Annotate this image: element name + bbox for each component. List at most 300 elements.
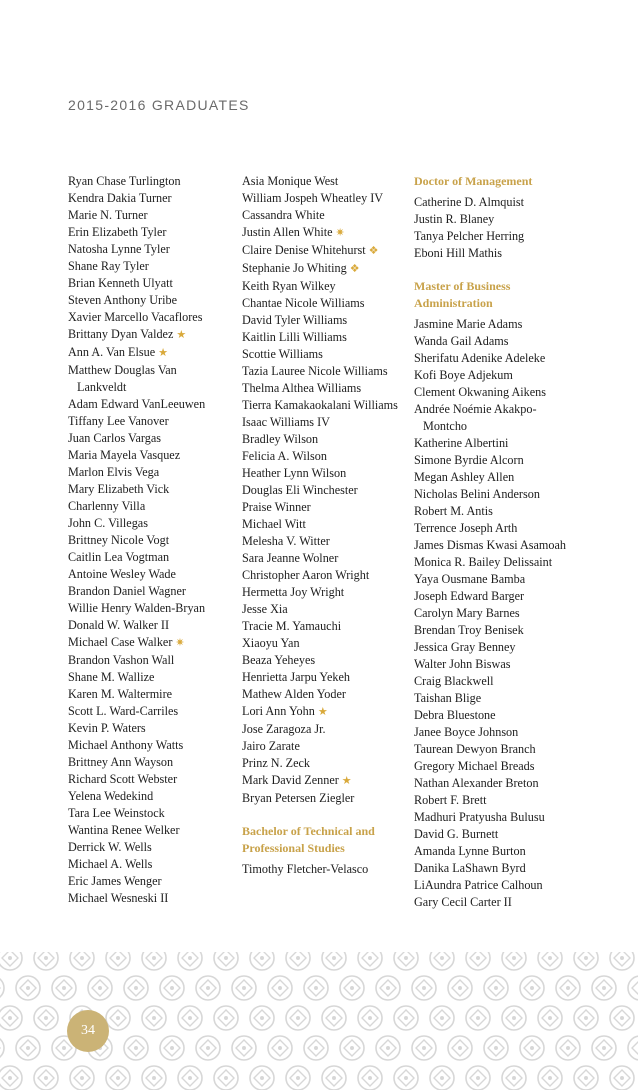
- graduate-name-text: Beaza Yeheyes: [242, 653, 316, 667]
- graduate-name-text: Marie N. Turner: [68, 208, 148, 222]
- pattern-motif: [628, 1036, 638, 1060]
- pattern-motif: [52, 976, 76, 1000]
- graduate-name-text: Montcho: [423, 419, 468, 433]
- pattern-motif: [574, 1066, 598, 1090]
- graduate-name: [414, 741, 584, 758]
- graduate-name: [414, 877, 584, 894]
- pattern-motif: [34, 1006, 58, 1030]
- graduate-name-text: Tara Lee Weinstock: [68, 806, 165, 820]
- graduate-name-text: Eric James Wenger: [68, 874, 162, 888]
- star-icon: [342, 775, 352, 787]
- graduate-name-text: Christopher Aaron Wright: [242, 568, 370, 582]
- pattern-motif: [304, 976, 328, 1000]
- pattern-motif: [430, 1066, 454, 1090]
- pattern-motif: [538, 1006, 562, 1030]
- graduate-name-text: Bryan Petersen Ziegler: [242, 791, 355, 805]
- graduate-name-text: Brian Kenneth Ulyatt: [68, 276, 173, 290]
- graduate-name: [414, 571, 584, 588]
- graduate-name: [414, 486, 584, 503]
- pattern-motif: [610, 1066, 634, 1090]
- pattern-motif: [124, 1036, 148, 1060]
- graduate-name: [242, 499, 412, 516]
- graduate-name-text: Scott L. Ward-Carriles: [68, 704, 179, 718]
- graduate-name-text: Mathew Alden Yoder: [242, 687, 346, 701]
- graduate-name-text: Shane Ray Tyler: [68, 259, 149, 273]
- graduate-name: [414, 367, 584, 384]
- graduate-name-text: Steven Anthony Uribe: [68, 293, 177, 307]
- graduate-name-text: Michael A. Wells: [68, 857, 153, 871]
- graduate-name: [414, 826, 584, 843]
- graduate-name-text: Michael Wesneski II: [68, 891, 169, 905]
- graduate-name: [414, 707, 584, 724]
- graduate-name-text: Praise Winner: [242, 500, 311, 514]
- graduate-name-text: Debra Bluestone: [414, 708, 496, 722]
- graduate-name: [68, 190, 240, 207]
- graduate-name-text: Xavier Marcello Vacaflores: [68, 310, 203, 324]
- pattern-motif: [106, 952, 130, 970]
- graduate-name: [414, 673, 584, 690]
- pattern-motif: [502, 952, 526, 970]
- graduate-name-text: Madhuri Pratyusha Bulusu: [414, 810, 545, 824]
- pattern-motif: [340, 1036, 364, 1060]
- pattern-motif: [502, 1006, 526, 1030]
- graduate-name: [68, 241, 240, 258]
- graduate-name-text: Jessica Gray Benney: [414, 640, 516, 654]
- graduate-name: [242, 224, 412, 242]
- graduate-name-text: Kaitlin Lilli Williams: [242, 330, 347, 344]
- pattern-motif: [142, 952, 166, 970]
- graduate-name-text: Monica R. Bailey Delissaint: [414, 555, 553, 569]
- pattern-motif: [34, 952, 58, 970]
- graduate-name: [242, 618, 412, 635]
- degree-heading: Bachelor of Technical and: [242, 824, 375, 838]
- pattern-motif: [160, 976, 184, 1000]
- graduate-name: [68, 652, 240, 669]
- graduate-name-text: Erin Elizabeth Tyler: [68, 225, 167, 239]
- graduate-name: [68, 600, 240, 617]
- star-icon: [176, 329, 186, 341]
- graduate-column-2: [242, 173, 412, 878]
- graduate-name-text: Douglas Eli Winchester: [242, 483, 358, 497]
- graduate-name: [68, 686, 240, 703]
- graduate-name-text: Brandon Daniel Wagner: [68, 584, 186, 598]
- graduate-name-text: Michael Case Walker: [68, 635, 173, 649]
- graduate-name: [68, 549, 240, 566]
- graduate-name-text: Wantina Renee Welker: [68, 823, 180, 837]
- graduate-name-text: David Tyler Williams: [242, 313, 348, 327]
- graduate-name-text: Taurean Dewyon Branch: [414, 742, 536, 756]
- graduate-name-text: Natosha Lynne Tyler: [68, 242, 170, 256]
- pattern-motif: [160, 1036, 184, 1060]
- graduate-name: [414, 622, 584, 639]
- graduate-name-text: Andrée Noémie Akakpo-: [414, 402, 537, 416]
- pattern-motif: [520, 976, 544, 1000]
- graduate-name-text: Nathan Alexander Breton: [414, 776, 539, 790]
- graduate-name: [414, 724, 584, 741]
- graduate-name: [414, 452, 584, 469]
- graduate-name: [242, 601, 412, 618]
- graduate-name: [242, 397, 412, 414]
- pattern-motif: [448, 976, 472, 1000]
- graduate-name-text: Bradley Wilson: [242, 432, 319, 446]
- pattern-motif: [322, 1006, 346, 1030]
- graduate-name: [242, 567, 412, 584]
- graduate-name-text: Brandon Vashon Wall: [68, 653, 175, 667]
- graduate-name: [414, 316, 584, 333]
- graduate-name: [242, 312, 412, 329]
- pattern-motif: [538, 952, 562, 970]
- pattern-motif: [394, 1006, 418, 1030]
- graduate-name-text: Tanya Pelcher Herring: [414, 229, 525, 243]
- graduate-name: [68, 430, 240, 447]
- graduate-name-text: Caitlin Lea Vogtman: [68, 550, 170, 564]
- graduate-name-text: Karen M. Waltermire: [68, 687, 173, 701]
- graduate-name: [68, 771, 240, 788]
- graduate-name: [68, 805, 240, 822]
- pattern-motif: [394, 952, 418, 970]
- pattern-motif: [0, 1036, 4, 1060]
- graduate-name: [242, 414, 412, 431]
- graduate-name: [414, 792, 584, 809]
- graduate-name-text: Mary Elizabeth Vick: [68, 482, 170, 496]
- pattern-motif: [520, 1036, 544, 1060]
- pattern-motif: [142, 1006, 166, 1030]
- pattern-motif: [268, 1036, 292, 1060]
- graduate-name: [68, 275, 240, 292]
- pattern-motif: [106, 1066, 130, 1090]
- graduate-name: [414, 245, 584, 262]
- graduate-name-text: Cassandra White: [242, 208, 325, 222]
- block-spacer: [414, 262, 584, 278]
- graduate-name: [68, 856, 240, 873]
- pattern-motif: [196, 976, 220, 1000]
- graduate-name: [414, 775, 584, 792]
- graduate-name-text: Marlon Elvis Vega: [68, 465, 160, 479]
- graduate-name: [414, 860, 584, 877]
- graduate-name: [414, 350, 584, 367]
- pattern-motif: [412, 976, 436, 1000]
- graduate-name: [68, 873, 240, 890]
- graduate-name: [242, 861, 412, 878]
- graduate-name-text: Thelma Althea Williams: [242, 381, 362, 395]
- graduate-name: [242, 584, 412, 601]
- star-icon: [158, 347, 168, 359]
- graduate-name-text: Richard Scott Webster: [68, 772, 178, 786]
- graduate-name-text: Brittney Nicole Vogt: [68, 533, 170, 547]
- pattern-motif: [0, 976, 4, 1000]
- graduate-name: [242, 772, 412, 790]
- pattern-motif: [556, 1036, 580, 1060]
- graduate-name: [68, 362, 240, 379]
- graduate-name-text: Xiaoyu Yan: [242, 636, 300, 650]
- graduate-name-text: Willie Henry Walden-Bryan: [68, 601, 206, 615]
- graduate-name-continuation: [68, 379, 240, 396]
- graduate-name-text: Danika LaShawn Byrd: [414, 861, 526, 875]
- asterisk-icon: [175, 637, 184, 649]
- graduate-name: [242, 652, 412, 669]
- pattern-motif: [178, 952, 202, 970]
- diamond-icon: [369, 245, 379, 257]
- pattern-motif: [70, 1066, 94, 1090]
- pattern-motif: [0, 952, 22, 970]
- graduate-name-text: Kendra Dakia Turner: [68, 191, 172, 205]
- graduate-name: [242, 516, 412, 533]
- graduate-name-text: Keith Ryan Wilkey: [242, 279, 336, 293]
- graduate-name-text: Adam Edward VanLeeuwen: [68, 397, 206, 411]
- graduate-name: [242, 738, 412, 755]
- graduate-name-text: Antoine Wesley Wade: [68, 567, 176, 581]
- graduate-name-text: Gary Cecil Carter II: [414, 895, 512, 909]
- degree-heading: Administration: [414, 296, 493, 310]
- page-number-badge: [67, 1010, 109, 1052]
- page-number: 34: [81, 1023, 95, 1038]
- graduate-name: [414, 554, 584, 571]
- graduate-name-text: Jairo Zarate: [242, 739, 300, 753]
- graduate-name: [68, 583, 240, 600]
- pattern-motif: [610, 952, 634, 970]
- graduate-name: [68, 498, 240, 515]
- graduate-name-text: Joseph Edward Barger: [414, 589, 525, 603]
- graduate-name: [242, 380, 412, 397]
- pattern-motif: [448, 1036, 472, 1060]
- pattern-motif: [214, 1066, 238, 1090]
- graduate-name-text: Walter John Biswas: [414, 657, 511, 671]
- graduate-name: [68, 326, 240, 344]
- graduate-name: [242, 790, 412, 807]
- graduate-name: [68, 566, 240, 583]
- graduate-name: [68, 344, 240, 362]
- diamond-icon: [350, 263, 360, 275]
- graduate-name: [68, 754, 240, 771]
- graduate-name: [414, 194, 584, 211]
- graduate-name-text: Juan Carlos Vargas: [68, 431, 161, 445]
- graduate-name: [68, 839, 240, 856]
- graduate-name: [68, 258, 240, 275]
- graduate-name-text: Stephanie Jo Whiting: [242, 261, 347, 275]
- graduate-name-text: Megan Ashley Allen: [414, 470, 515, 484]
- graduate-name: [242, 448, 412, 465]
- pattern-motif: [34, 1066, 58, 1090]
- graduate-name-text: Michael Witt: [242, 517, 306, 531]
- degree-heading: Professional Studies: [242, 841, 345, 855]
- graduate-name: [414, 503, 584, 520]
- graduate-name-text: Terrence Joseph Arth: [414, 521, 518, 535]
- graduate-name-text: Heather Lynn Wilson: [242, 466, 347, 480]
- graduate-name-text: Mark David Zenner: [242, 773, 339, 787]
- pattern-motif: [286, 952, 310, 970]
- graduate-name: [68, 515, 240, 532]
- graduate-name: [68, 617, 240, 634]
- pattern-motif: [412, 1036, 436, 1060]
- pattern-motif: [106, 1006, 130, 1030]
- pattern-motif: [394, 1066, 418, 1090]
- graduate-name-text: Prinz N. Zeck: [242, 756, 311, 770]
- graduate-name-text: Brittney Ann Wayson: [68, 755, 174, 769]
- pattern-motif: [502, 1066, 526, 1090]
- graduate-name-text: Matthew Douglas Van: [68, 363, 177, 377]
- graduate-name: [242, 363, 412, 380]
- graduate-name: [242, 207, 412, 224]
- graduate-name-text: David G. Burnett: [414, 827, 499, 841]
- graduate-name-text: Yaya Ousmane Bamba: [414, 572, 526, 586]
- asterisk-icon: [336, 227, 345, 239]
- graduate-name-text: Amanda Lynne Burton: [414, 844, 526, 858]
- pattern-motif: [286, 1006, 310, 1030]
- graduate-name-text: Sherifatu Adenike Adeleke: [414, 351, 546, 365]
- graduate-name: [242, 260, 412, 278]
- graduate-name: [68, 447, 240, 464]
- pattern-motif: [286, 1066, 310, 1090]
- graduate-name-text: Kofi Boye Adjekum: [414, 368, 513, 382]
- graduate-name-text: Felicia A. Wilson: [242, 449, 327, 463]
- graduate-name-text: Maria Mayela Vasquez: [68, 448, 181, 462]
- graduate-name: [68, 703, 240, 720]
- graduate-name: [242, 550, 412, 567]
- graduate-name-text: Charlenny Villa: [68, 499, 146, 513]
- graduate-name-text: Tierra Kamakaokalani Williams: [242, 398, 398, 412]
- pattern-motif: [16, 1036, 40, 1060]
- graduate-name: [242, 482, 412, 499]
- graduate-name-text: Derrick W. Wells: [68, 840, 152, 854]
- graduate-name-text: Janee Boyce Johnson: [414, 725, 519, 739]
- pattern-motif: [466, 952, 490, 970]
- graduate-name: [414, 758, 584, 775]
- graduate-name-text: Hermetta Joy Wright: [242, 585, 345, 599]
- pattern-motif: [16, 976, 40, 1000]
- graduate-name: [68, 737, 240, 754]
- graduate-name: [68, 890, 240, 907]
- graduate-name-text: Robert M. Antis: [414, 504, 493, 518]
- graduate-name-text: John C. Villegas: [68, 516, 148, 530]
- pattern-motif: [196, 1036, 220, 1060]
- pattern-motif: [250, 1066, 274, 1090]
- pattern-motif: [178, 1006, 202, 1030]
- pattern-motif: [232, 1036, 256, 1060]
- graduate-name: [242, 329, 412, 346]
- graduate-name-text: Lori Ann Yohn: [242, 704, 315, 718]
- pattern-motif: [178, 1066, 202, 1090]
- graduate-name-text: Simone Byrdie Alcorn: [414, 453, 524, 467]
- graduate-name: [242, 346, 412, 363]
- section-title: 2015-2016 GRADUATES: [68, 97, 250, 113]
- graduate-name-text: Henrietta Jarpu Yekeh: [242, 670, 350, 684]
- graduate-name-text: James Dismas Kwasi Asamoah: [414, 538, 566, 552]
- graduate-name-text: Sara Jeanne Wolner: [242, 551, 339, 565]
- graduate-name-text: Ann A. Van Elsue: [68, 345, 156, 359]
- graduate-name-text: Chantae Nicole Williams: [242, 296, 365, 310]
- graduate-name: [242, 635, 412, 652]
- graduate-name-text: Asia Monique West: [242, 174, 339, 188]
- graduate-name: [68, 481, 240, 498]
- graduate-name-text: Brendan Troy Benisek: [414, 623, 524, 637]
- graduate-name: [414, 656, 584, 673]
- pattern-motif: [376, 1036, 400, 1060]
- graduate-name-text: Melesha V. Witter: [242, 534, 330, 548]
- pattern-motif: [340, 976, 364, 1000]
- pattern-motif: [304, 1036, 328, 1060]
- pattern-motif: [376, 976, 400, 1000]
- graduate-name-text: Jose Zaragoza Jr.: [242, 722, 326, 736]
- pattern-motif: [0, 1066, 22, 1090]
- graduate-name: [242, 242, 412, 260]
- graduate-name: [414, 639, 584, 656]
- degree-heading: Doctor of Management: [414, 174, 533, 188]
- graduate-name: [68, 292, 240, 309]
- graduate-name-text: Jasmine Marie Adams: [414, 317, 523, 331]
- graduate-name: [414, 605, 584, 622]
- graduate-name: [68, 464, 240, 481]
- graduate-name-text: Isaac Williams IV: [242, 415, 330, 429]
- graduate-name-text: Timothy Fletcher-Velasco: [242, 862, 369, 876]
- graduate-column-3: [414, 173, 584, 911]
- graduate-name-text: LiAundra Patrice Calhoun: [414, 878, 543, 892]
- star-icon: [318, 706, 328, 718]
- graduate-name: [414, 894, 584, 911]
- pattern-motif: [70, 952, 94, 970]
- pattern-motif: [358, 952, 382, 970]
- pattern-motif: [574, 1006, 598, 1030]
- graduate-name: [68, 224, 240, 241]
- graduate-name: [68, 207, 240, 224]
- graduate-name: [414, 228, 584, 245]
- pattern-motif: [322, 952, 346, 970]
- pattern-motif: [142, 1066, 166, 1090]
- pattern-motif: [0, 1006, 22, 1030]
- graduate-name-text: Tiffany Lee Vanover: [68, 414, 169, 428]
- pattern-motif: [628, 976, 638, 1000]
- graduate-name-text: Scottie Williams: [242, 347, 323, 361]
- graduate-name: [414, 333, 584, 350]
- pattern-motif: [322, 1066, 346, 1090]
- graduate-name-text: Jesse Xia: [242, 602, 288, 616]
- graduate-name-text: Nicholas Belini Anderson: [414, 487, 540, 501]
- pattern-motif: [268, 976, 292, 1000]
- graduate-name: [414, 520, 584, 537]
- pattern-motif: [250, 1006, 274, 1030]
- pattern-motif: [430, 1006, 454, 1030]
- graduate-name: [414, 809, 584, 826]
- pattern-motif: [124, 976, 148, 1000]
- graduate-name-text: Clement Okwaning Aikens: [414, 385, 547, 399]
- pattern-motif: [214, 952, 238, 970]
- graduate-name-text: Catherine D. Almquist: [414, 195, 525, 209]
- graduate-name: [242, 703, 412, 721]
- pattern-motif: [484, 1036, 508, 1060]
- degree-heading: Master of Business: [414, 279, 511, 293]
- graduate-name: [68, 309, 240, 326]
- graduate-name: [414, 401, 584, 418]
- graduate-name: [414, 469, 584, 486]
- graduate-name: [68, 822, 240, 839]
- pattern-motif: [358, 1066, 382, 1090]
- graduate-name: [242, 533, 412, 550]
- pattern-motif: [466, 1006, 490, 1030]
- graduate-name: [414, 690, 584, 707]
- graduate-name-text: William Jospeh Wheatley IV: [242, 191, 384, 205]
- graduate-name-text: Carolyn Mary Barnes: [414, 606, 520, 620]
- graduate-name-text: Donald W. Walker II: [68, 618, 170, 632]
- graduate-column-1: [68, 173, 240, 907]
- graduate-name-text: Justin R. Blaney: [414, 212, 495, 226]
- pattern-motif: [214, 1006, 238, 1030]
- pattern-motif: [592, 976, 616, 1000]
- pattern-motif: [574, 952, 598, 970]
- graduate-name: [68, 669, 240, 686]
- pattern-motif: [592, 1036, 616, 1060]
- pattern-motif: [250, 952, 274, 970]
- graduate-name: [242, 431, 412, 448]
- block-spacer: [242, 807, 412, 823]
